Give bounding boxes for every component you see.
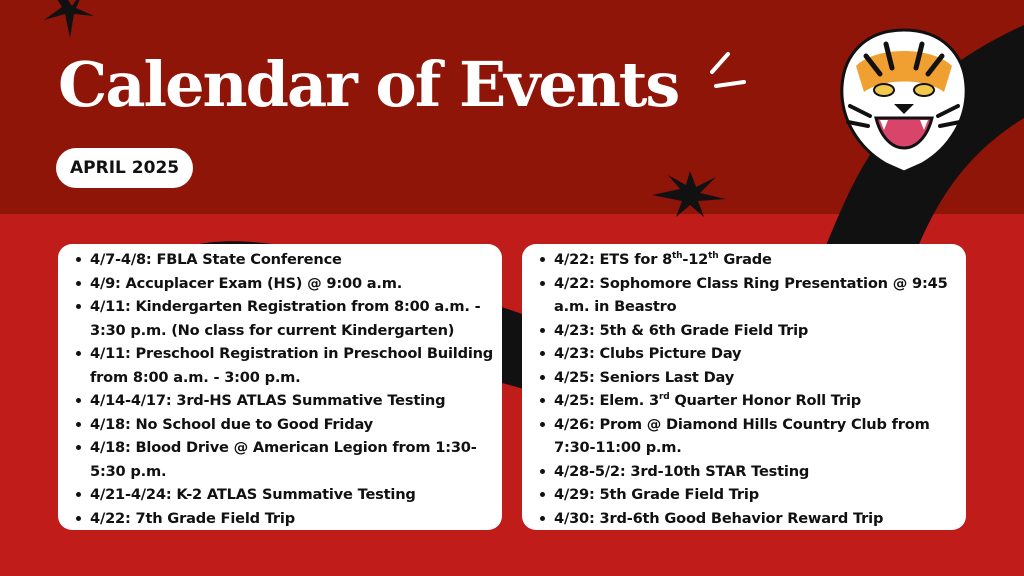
month-badge xyxy=(56,148,193,188)
starburst-middle xyxy=(652,171,726,217)
event-item: 4/23: Clubs Picture Day xyxy=(540,342,962,366)
event-item: 4/7-4/8: FBLA State Conference xyxy=(76,248,498,272)
event-item: 4/25: Elem. 3rd Quarter Honor Roll Trip xyxy=(540,389,962,413)
sparkle-lines xyxy=(712,54,744,86)
event-item: 4/14-4/17: 3rd-HS ATLAS Summative Testing xyxy=(76,389,498,413)
event-item: 4/21-4/24: K-2 ATLAS Summative Testing xyxy=(76,483,498,507)
event-item: 4/25: Seniors Last Day xyxy=(540,366,962,390)
event-item: 4/18: No School due to Good Friday xyxy=(76,413,498,437)
events-card-left xyxy=(58,244,502,530)
event-item: 4/11: Preschool Registration in Preschool Building from 8:00 a.m. - 3:00 p.m. xyxy=(76,342,498,389)
event-item: 4/26: Prom @ Diamond Hills Country Club from 7:30-11:00 p.m. xyxy=(540,413,962,460)
event-item: 4/28-5/2: 3rd-10th STAR Testing xyxy=(540,460,962,484)
event-item: 4/11: Kindergarten Registration from 8:00 a.m. - 3:30 p.m. (No class for current Kindergarten) xyxy=(76,295,498,342)
tiger-mascot-icon xyxy=(836,26,972,174)
events-list-right xyxy=(540,248,962,530)
event-item: 4/23: 5th & 6th Grade Field Trip xyxy=(540,319,962,343)
event-item: 4/29: 5th Grade Field Trip xyxy=(540,483,962,507)
starburst-top-left xyxy=(44,0,94,38)
event-item: 4/22: 7th Grade Field Trip xyxy=(76,507,498,531)
event-item: 4/30: 3rd-6th Good Behavior Reward Trip xyxy=(540,507,962,531)
event-item: 4/9: Accuplacer Exam (HS) @ 9:00 a.m. xyxy=(76,272,498,296)
events-list-left xyxy=(76,248,498,530)
event-item: 4/22: ETS for 8th-12th Grade xyxy=(540,248,962,272)
event-item: 4/18: Blood Drive @ American Legion from 1:30-5:30 p.m. xyxy=(76,436,498,483)
event-item: 4/22: Sophomore Class Ring Presentation @ 9:45 a.m. in Beastro xyxy=(540,272,962,319)
events-card-right xyxy=(522,244,966,530)
month-label: APRIL 2025 xyxy=(70,158,180,178)
page-title: Calendar of Events xyxy=(58,48,679,121)
